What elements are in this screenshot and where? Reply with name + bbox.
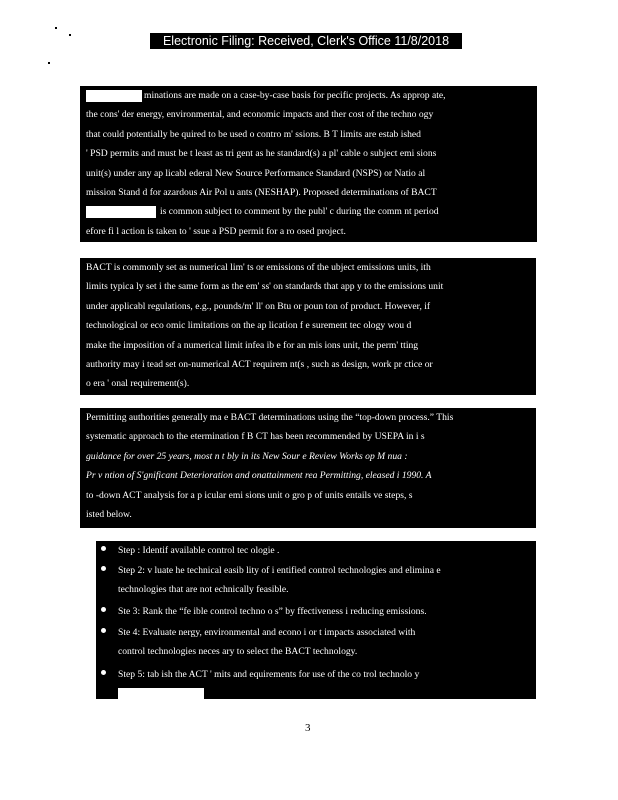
bullet-icon — [101, 566, 106, 571]
text-line: authority may i tead set on-numerical ACT requirem nt(s , such as design, work pr ctice or — [86, 358, 433, 370]
text-line: unit(s) under any ap licabl ederal New Source Performance Standard (NSPS) or Natio al — [86, 167, 426, 179]
step-2-item — [96, 561, 536, 600]
text-line: under applicabl regulations, e.g., pounds/m' ll' on Btu or poun ton of product. However, if — [86, 300, 431, 312]
top-down-steps-list — [96, 541, 536, 699]
electronic-filing-stamp: Electronic Filing: Received, Clerk's Office 11/8/2018 — [150, 33, 462, 49]
text-line: that could potentially be quired to be used o contro m' ssions. B T limits are estab ished — [86, 128, 421, 140]
step-text: control technologies neces ary to select the BACT technology. — [118, 646, 358, 658]
step-text: Step : Identif available control tec ologie . — [118, 545, 280, 556]
text-line: efore fi l action is taken to ' ssue a PSD permit for a ro osed project. — [86, 225, 346, 237]
paragraph-bact-numerical-limits — [80, 258, 536, 395]
scan-speck — [69, 34, 71, 36]
redaction-mark — [118, 688, 204, 700]
bullet-icon — [101, 670, 106, 675]
bullet-icon — [101, 628, 106, 633]
bullet-icon — [101, 607, 106, 612]
step-text: Step 5: tab ish the ACT ' mits and equirements for use of the co trol technolo y — [118, 669, 420, 680]
text-line: Pr v ntion of S'gnificant Deterioration and onattainment rea Permitting, eleased i 1990. A — [86, 470, 432, 482]
bullet-icon — [101, 546, 106, 551]
text-line: systematic approach to the etermination f B CT has been recommended by USEPA in i s — [86, 431, 425, 443]
text-line: is common subject to comment by the publ' c during the comm nt period — [86, 202, 531, 221]
text-line: mission Stand d for azardous Air Pol u ants (NESHAP). Proposed determinations of BACT — [86, 186, 437, 198]
text-line: isted below. — [86, 508, 132, 520]
text-line: guidance for over 25 years, most n t bly in its New Sour e Review Works op M nua : — [86, 450, 408, 462]
text-line: BACT is commonly set as numerical lim' ts or emissions of the ubject emissions units, ith — [86, 262, 431, 273]
paragraph-top-down-process — [80, 408, 536, 528]
text-line: o era ' onal requirement(s). — [86, 378, 190, 390]
scan-speck — [48, 62, 50, 64]
paragraph-bact-determinations — [80, 86, 537, 242]
redaction-mark — [86, 90, 142, 102]
text-line: make the imposition of a numerical limit infea ib e for an mis ions unit, the perm' tting — [86, 339, 419, 351]
page-number: 3 — [305, 722, 311, 734]
step-text: technologies that are not echnically feasible. — [118, 584, 289, 596]
step-text: Ste 3: Rank the “fe ible control techno o s” by ffectiveness i reducing emissions. — [118, 606, 427, 617]
scan-speck — [55, 27, 57, 29]
text-line: the cons' der energy, environmental, and economic impacts and ther cost of the techno ogy — [86, 109, 434, 121]
step-5-item — [96, 665, 536, 704]
text-line: limits typica ly set i the same form as the em' ss' on standards that app y to the emissions unit — [86, 281, 444, 293]
step-1-item — [96, 541, 536, 560]
step-text: Step 2: v luate he technical easib lity of i entified control technologies and elimina e — [118, 565, 441, 576]
redaction-mark — [86, 206, 156, 218]
step-text: Ste 4: Evaluate nergy, environmental and econo i or t impacts associated with — [118, 627, 416, 638]
text-line: minations are made on a case-by-case basis for pecific projects. As approp ate, — [86, 86, 531, 105]
text-line: Permitting authorities generally ma e BACT determinations using the “top-down process.” This — [86, 412, 454, 423]
text-line: technological or eco omic limitations on the ap lication f e surement tec ology wou d — [86, 320, 412, 332]
text-line: ' PSD permits and must be t least as tri gent as he standard(s) a pl' cable o subject emi sions — [86, 148, 437, 160]
step-4-item — [96, 623, 536, 662]
step-text — [118, 684, 536, 703]
text-line: to -down ACT analysis for a p icular emi sions unit o gro p of units entails ve steps, s — [86, 489, 413, 501]
step-3-item — [96, 602, 536, 621]
